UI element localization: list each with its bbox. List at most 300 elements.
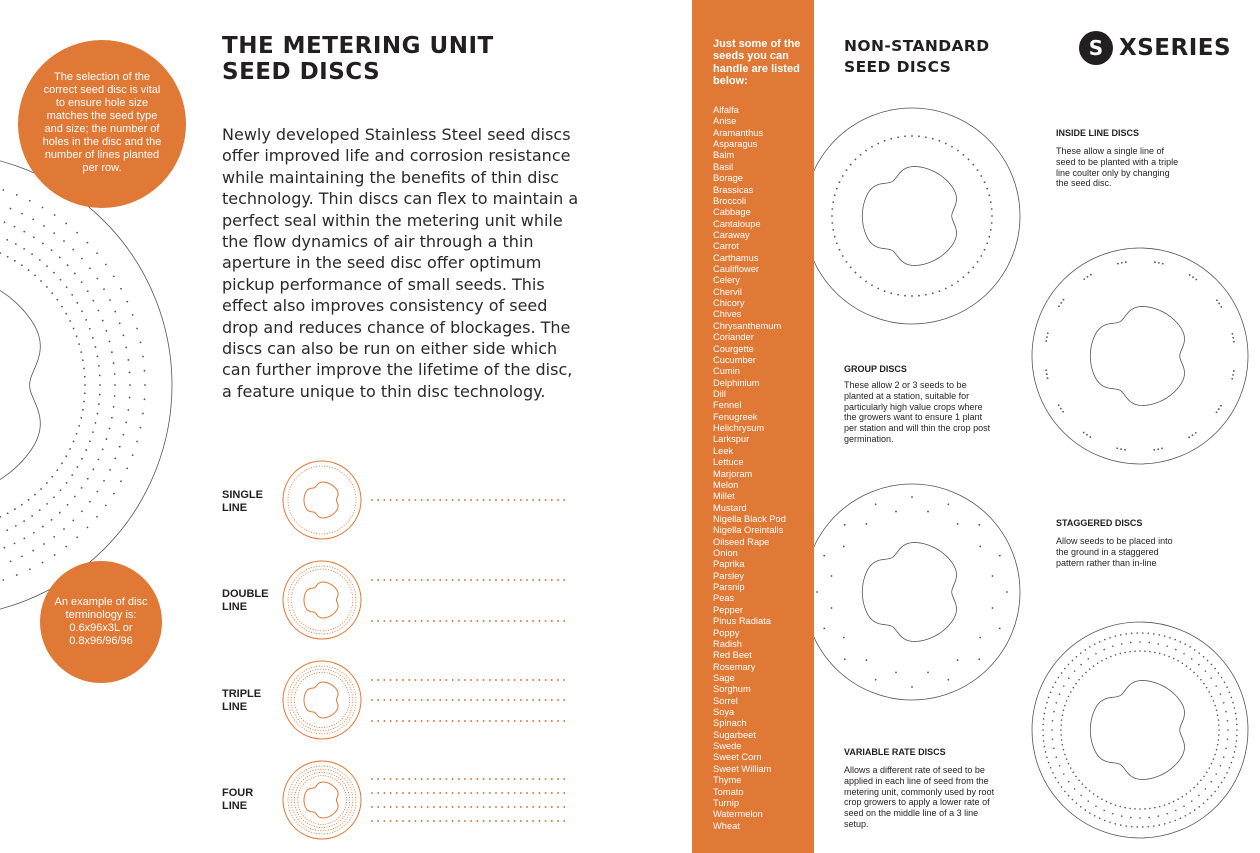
line-type-hole xyxy=(344,674,345,675)
large-disc-hole xyxy=(60,279,62,281)
line-type-hole xyxy=(321,633,322,634)
variable-rate-hole xyxy=(1070,691,1072,693)
variable-rate-hole xyxy=(1080,664,1082,666)
line-type-hole xyxy=(350,617,351,618)
variable-rate-hole xyxy=(1094,643,1096,645)
line-type-hole xyxy=(329,566,330,567)
line-type-hole xyxy=(344,725,345,726)
line-type-hole xyxy=(319,666,320,667)
inside-line-hole xyxy=(963,276,965,278)
line-type-hole xyxy=(296,682,297,683)
line-type-hole xyxy=(299,716,300,717)
line-type-hole xyxy=(291,694,292,695)
large-disc-hole xyxy=(76,302,78,304)
seed-list-item: Carthamus xyxy=(713,252,759,263)
large-disc-hole xyxy=(16,574,18,576)
large-disc-hole xyxy=(71,474,73,476)
large-disc-hole xyxy=(84,376,86,378)
line-type-hole xyxy=(306,730,307,731)
line-type-hole xyxy=(328,669,329,670)
line-type-hole xyxy=(339,528,340,529)
variable-rate-hole xyxy=(1121,643,1123,645)
large-disc-hole xyxy=(53,496,55,498)
line-type-hole xyxy=(355,699,356,700)
seed-line-dot xyxy=(551,820,553,822)
large-disc-hole xyxy=(74,273,76,275)
seed-line-dot xyxy=(470,679,472,681)
large-disc-hole xyxy=(42,207,44,209)
line-type-hole xyxy=(303,775,304,776)
seed-line-dot xyxy=(557,579,559,581)
line-type-hole xyxy=(323,730,324,731)
seed-line-dot xyxy=(445,579,447,581)
large-disc-hole xyxy=(144,398,146,400)
variable-rate-hole xyxy=(1186,793,1188,795)
seed-line-dot xyxy=(408,792,410,794)
seed-line-dot xyxy=(421,499,423,501)
large-disc-hole xyxy=(109,428,111,430)
line-type-hole xyxy=(332,532,333,533)
line-type-hole xyxy=(351,807,352,808)
line-type-hole xyxy=(297,687,298,688)
variable-rate-text: Allows a different rate of seed to be applied in each line of seed from the metering unit, commonly used by root crop growers to apply a lower rate of seed on the middle line of a 3 line setup. xyxy=(844,765,995,829)
inside-line-hole xyxy=(972,164,974,166)
seed-line-dot xyxy=(452,720,454,722)
large-disc-hole xyxy=(65,223,67,225)
line-type-hole xyxy=(335,772,336,773)
variable-rate-hole xyxy=(1214,668,1216,670)
line-type-hole xyxy=(355,507,356,508)
line-type-hole xyxy=(330,570,331,571)
seed-line-dot xyxy=(501,720,503,722)
line-type-hole xyxy=(327,833,328,834)
line-type-hole xyxy=(345,804,346,805)
variable-rate-hole xyxy=(1214,705,1216,707)
seed-line-dot xyxy=(545,792,547,794)
seed-line-dot xyxy=(396,792,398,794)
line-type-hole xyxy=(353,786,354,787)
line-type-hole xyxy=(327,733,328,734)
line-type-hole xyxy=(296,717,297,718)
large-disc-hole xyxy=(114,395,116,397)
line-type-hole xyxy=(353,586,354,587)
line-type-hole xyxy=(291,699,292,700)
seed-line-dot xyxy=(532,499,534,501)
large-disc-hole xyxy=(99,375,101,377)
variable-rate-hole xyxy=(1109,637,1111,639)
line-type-hole xyxy=(355,805,356,806)
seed-line-dot xyxy=(563,579,565,581)
line-type-hole xyxy=(293,587,294,588)
line-type-hole xyxy=(315,830,316,831)
line-type-hole xyxy=(290,712,291,713)
seed-line-dot xyxy=(476,699,478,701)
group-hole xyxy=(1216,299,1218,301)
seed-line-dot xyxy=(495,699,497,701)
variable-rate-hole xyxy=(1094,815,1096,817)
line-type-hole xyxy=(339,470,340,471)
large-disc-hole xyxy=(97,310,99,312)
large-disc-hole xyxy=(59,257,61,259)
large-disc-hole xyxy=(39,259,41,261)
line-type-hole xyxy=(299,778,300,779)
seed-line-dot xyxy=(489,778,491,780)
variable-rate-hole xyxy=(1210,677,1212,679)
seed-line-dot xyxy=(532,778,534,780)
variable-rate-hole xyxy=(1131,826,1133,828)
variable-rate-hole xyxy=(1227,720,1229,722)
group-hole xyxy=(1116,447,1118,449)
line-type-hole xyxy=(331,725,332,726)
line-type-hole xyxy=(307,823,308,824)
large-disc-hole xyxy=(72,520,74,522)
staggered-hole xyxy=(875,679,877,681)
line-type-hole xyxy=(297,475,298,476)
line-type-hole xyxy=(345,475,346,476)
line-type-hole xyxy=(340,820,341,821)
inside-line-hole xyxy=(834,236,836,238)
line-type-hole xyxy=(301,527,302,528)
variable-rate-hole xyxy=(1087,658,1089,660)
line-type-hole xyxy=(336,780,337,781)
variable-rate-hole xyxy=(1214,791,1216,793)
line-type-hole xyxy=(334,468,335,469)
line-type-hole xyxy=(304,570,305,571)
inside-line-hole xyxy=(890,292,892,294)
line-type-hole xyxy=(333,628,334,629)
variable-rate-hole xyxy=(1225,747,1227,749)
group-hole xyxy=(1124,449,1126,451)
large-disc-hole xyxy=(87,527,89,529)
seed-line-dot xyxy=(514,720,516,722)
line-type-hole xyxy=(304,828,305,829)
variable-rate-hole xyxy=(1115,635,1117,637)
line-type-hole xyxy=(306,830,307,831)
variable-rate-hole xyxy=(1048,762,1050,764)
large-disc-hole xyxy=(83,401,85,403)
variable-rate-hole xyxy=(1174,820,1176,822)
variable-rate-hole xyxy=(1085,672,1087,674)
line-type-hole xyxy=(329,673,330,674)
seed-line-dot xyxy=(396,806,398,808)
seed-line-dot xyxy=(421,806,423,808)
variable-rate-hole xyxy=(1095,653,1097,655)
inside-line-hole xyxy=(897,136,899,138)
line-type-hole xyxy=(346,799,347,800)
staggered-hole xyxy=(831,575,833,577)
line-type-hole xyxy=(306,569,307,570)
non-standard-title xyxy=(844,36,1044,78)
right-title-line-1: NON-STANDARD xyxy=(844,37,990,55)
line-type-hole xyxy=(327,772,328,773)
seed-line-dot xyxy=(476,778,478,780)
line-type-hole xyxy=(340,824,341,825)
large-disc-hole xyxy=(89,267,91,269)
seed-line-dot xyxy=(526,499,528,501)
line-type-hole xyxy=(349,799,350,800)
line-type-hole xyxy=(291,799,292,800)
inside-line-hole xyxy=(855,272,857,274)
variable-rate-hole xyxy=(1129,651,1131,653)
line-type-hole xyxy=(345,685,346,686)
line-type-hole xyxy=(303,820,304,821)
seed-line-dot xyxy=(421,679,423,681)
line-type-hole xyxy=(337,769,338,770)
staggered-hole xyxy=(911,686,913,688)
line-type-hole xyxy=(333,671,334,672)
large-disc-hole xyxy=(140,427,142,429)
large-disc-hole xyxy=(31,253,33,255)
line-type-hole xyxy=(338,773,339,774)
seed-line-dot xyxy=(495,806,497,808)
large-disc-hole xyxy=(14,542,16,544)
seed-line-dot xyxy=(445,720,447,722)
line-type-hole xyxy=(294,779,295,780)
large-disc-hole xyxy=(106,438,108,440)
seed-line-dot xyxy=(408,679,410,681)
variable-rate-hole xyxy=(1175,649,1177,651)
line-type-hole xyxy=(301,786,302,787)
seed-line-dot xyxy=(427,679,429,681)
large-disc-hole xyxy=(23,537,25,539)
line-type-hole xyxy=(314,733,315,734)
inside-line-hole xyxy=(842,255,844,257)
inside-line-hole xyxy=(904,135,906,137)
line-type-hole xyxy=(352,797,353,798)
line-type-hole xyxy=(349,519,350,520)
line-type-hole xyxy=(347,809,348,810)
line-type-hole xyxy=(288,594,289,595)
line-type-hole xyxy=(310,571,311,572)
group-hole xyxy=(1045,369,1047,371)
line-type-hole xyxy=(303,815,304,816)
seed-list-item: Parsley xyxy=(713,570,745,581)
line-type-hole xyxy=(338,677,339,678)
line-type-hole xyxy=(294,679,295,680)
line-type-hole xyxy=(332,567,333,568)
seed-list-item: Basil xyxy=(713,161,734,172)
line-type-hole xyxy=(316,766,317,767)
line-type-hole xyxy=(312,670,313,671)
large-disc-hole xyxy=(43,543,45,545)
variable-rate-hole xyxy=(1182,796,1184,798)
variable-rate-hole xyxy=(1159,653,1161,655)
line-type-hole xyxy=(352,684,353,685)
variable-rate-heading: VARIABLE RATE DISCS xyxy=(844,747,946,757)
line-type-hole xyxy=(301,727,302,728)
line-type-hole xyxy=(349,479,350,480)
seed-line-dot xyxy=(538,720,540,722)
large-disc-hole xyxy=(46,286,48,288)
line-type-hole xyxy=(314,466,315,467)
line-type-hole xyxy=(349,697,350,698)
line-type-hole xyxy=(355,594,356,595)
variable-rate-hole xyxy=(1058,677,1060,679)
seed-list-item: Delphinium xyxy=(713,377,760,388)
large-disc-hole xyxy=(51,519,53,521)
variable-rate-hole xyxy=(1203,776,1205,778)
line-type-hole xyxy=(324,833,325,834)
variable-rate-hole xyxy=(1099,641,1101,643)
line-type-hole xyxy=(301,827,302,828)
line-type-hole xyxy=(315,730,316,731)
variable-rate-hole xyxy=(1189,812,1191,814)
line-type-hole xyxy=(349,797,350,798)
line-type-hole xyxy=(346,712,347,713)
variable-rate-hole xyxy=(1211,664,1213,666)
variable-rate-hole xyxy=(1109,821,1111,823)
inside-line-hole xyxy=(890,138,892,140)
large-disc-hole xyxy=(40,488,42,490)
line-type-hole xyxy=(296,709,297,710)
line-type-hole xyxy=(299,825,300,826)
variable-rate-hole xyxy=(1166,813,1168,815)
line-type-hole xyxy=(297,523,298,524)
line-type-hole xyxy=(293,687,294,688)
large-disc-hole xyxy=(103,288,105,290)
line-type-hole xyxy=(288,702,289,703)
variable-rate-hole xyxy=(1053,711,1055,713)
variable-rate-hole xyxy=(1220,765,1222,767)
line-type-hole xyxy=(318,669,319,670)
line-type-hole xyxy=(310,671,311,672)
line-type-hole xyxy=(320,769,321,770)
line-type-hole xyxy=(340,779,341,780)
seed-line-dot xyxy=(526,699,528,701)
inside-line-hole xyxy=(925,294,927,296)
large-disc-hole xyxy=(21,555,23,557)
seed-list-item: Parsnip xyxy=(713,582,745,593)
variable-rate-hole xyxy=(1062,744,1064,746)
large-disc-hole xyxy=(21,504,23,506)
variable-rate-hole xyxy=(1236,718,1238,720)
seed-line-dot xyxy=(464,620,466,622)
seed-line-dot xyxy=(532,820,534,822)
variable-rate-hole xyxy=(1234,707,1236,709)
variable-rate-hole xyxy=(1061,786,1063,788)
variable-rate-hole xyxy=(1052,772,1054,774)
line-type-hole xyxy=(329,466,330,467)
seed-line-dot xyxy=(557,806,559,808)
seed-line-dot xyxy=(458,806,460,808)
line-type-hole xyxy=(347,582,348,583)
line-type-hub xyxy=(304,482,338,518)
seed-line-dot xyxy=(458,778,460,780)
line-type-hole xyxy=(297,623,298,624)
line-type-hole xyxy=(292,589,293,590)
large-disc-hole xyxy=(102,320,104,322)
line-type-hole xyxy=(327,672,328,673)
line-type-hole xyxy=(340,775,341,776)
line-type-hole xyxy=(297,719,298,720)
variable-rate-hole xyxy=(1197,783,1199,785)
line-type-hole xyxy=(294,719,295,720)
line-type-hole xyxy=(297,619,298,620)
group-hole xyxy=(1058,305,1060,307)
line-type-hole xyxy=(318,830,319,831)
line-type-hole xyxy=(287,499,288,500)
line-type-hole xyxy=(294,802,295,803)
variable-rate-hole xyxy=(1203,683,1205,685)
variable-rate-hole xyxy=(1206,772,1208,774)
line-type-hole xyxy=(306,769,307,770)
line-type-hole xyxy=(288,697,289,698)
seed-line-dot xyxy=(445,792,447,794)
seed-line-dot xyxy=(452,679,454,681)
line-type-hole xyxy=(347,782,348,783)
seed-line-dot xyxy=(433,778,435,780)
line-type-hole xyxy=(301,781,302,782)
seed-list-item: Swede xyxy=(713,741,742,752)
line-type-hole xyxy=(298,785,299,786)
variable-rate-hole xyxy=(1080,806,1082,808)
line-type-hole xyxy=(295,784,296,785)
line-type-hole xyxy=(339,770,340,771)
seed-line-dot xyxy=(458,720,460,722)
variable-rate-hole xyxy=(1215,685,1217,687)
line-type-hole xyxy=(308,727,309,728)
line-type-hole xyxy=(290,512,291,513)
inside-line-hole xyxy=(932,292,934,294)
variable-rate-hole xyxy=(1075,776,1077,778)
line-type-hole xyxy=(293,712,294,713)
seed-line-dot xyxy=(427,579,429,581)
inside-line-hole xyxy=(957,150,959,152)
line-type-hole xyxy=(355,505,356,506)
variable-rate-hole xyxy=(1112,646,1114,648)
variable-rate-hole xyxy=(1072,660,1074,662)
variable-rate-hole xyxy=(1177,798,1179,800)
line-type-hole xyxy=(330,777,331,778)
seed-line-dot xyxy=(390,499,392,501)
variable-rate-hole xyxy=(1213,700,1215,702)
line-type-hole xyxy=(327,566,328,567)
line-type-hole xyxy=(319,772,320,773)
variable-rate-hole xyxy=(1159,806,1161,808)
body-copy: Newly developed Stainless Steel seed discs offer improved life and corrosion resistance while maintaining the benefits of thin disc technology. Thin discs can flex to maintain a perfect seal within the metering unit while the flow dynamics of air through a thin aperture in the seed disc offer optimum pickup performance of small seeds. This effect also improves consistency of seed drop and reduces chance of blockages. The discs can also be run on either side which can further improve the lifetime of the disc, a feature unique to thin disc technology. xyxy=(222,125,579,401)
line-type-hole xyxy=(309,775,310,776)
large-disc-hole xyxy=(113,362,115,364)
line-type-hole xyxy=(347,522,348,523)
group-hole xyxy=(1161,447,1163,449)
seed-line-dot xyxy=(445,499,447,501)
variable-rate-hole xyxy=(1048,697,1050,699)
large-disc-hole xyxy=(122,334,124,336)
seed-line-dot xyxy=(501,792,503,794)
seed-line-dot xyxy=(532,792,534,794)
line-type-hole xyxy=(330,829,331,830)
large-disc-hole xyxy=(119,446,121,448)
seed-line-dot xyxy=(433,499,435,501)
seed-line-dot xyxy=(371,699,373,701)
large-disc-hole xyxy=(46,503,48,505)
large-disc-hole xyxy=(132,314,134,316)
variable-rate-hole xyxy=(1158,824,1160,826)
line-type-hole xyxy=(298,814,299,815)
line-type-hole xyxy=(341,786,342,787)
line-type-hole xyxy=(355,697,356,698)
line-type-hole xyxy=(354,689,355,690)
variable-rate-hole xyxy=(1075,683,1077,685)
line-type-hole xyxy=(314,773,315,774)
seed-line-dot xyxy=(402,778,404,780)
staggered-hole xyxy=(1006,591,1008,593)
variable-rate-hole xyxy=(1194,809,1196,811)
seed-line-dot xyxy=(495,679,497,681)
line-type-hole xyxy=(342,676,343,677)
large-disc-hole xyxy=(99,394,101,396)
seed-line-dot xyxy=(538,620,540,622)
